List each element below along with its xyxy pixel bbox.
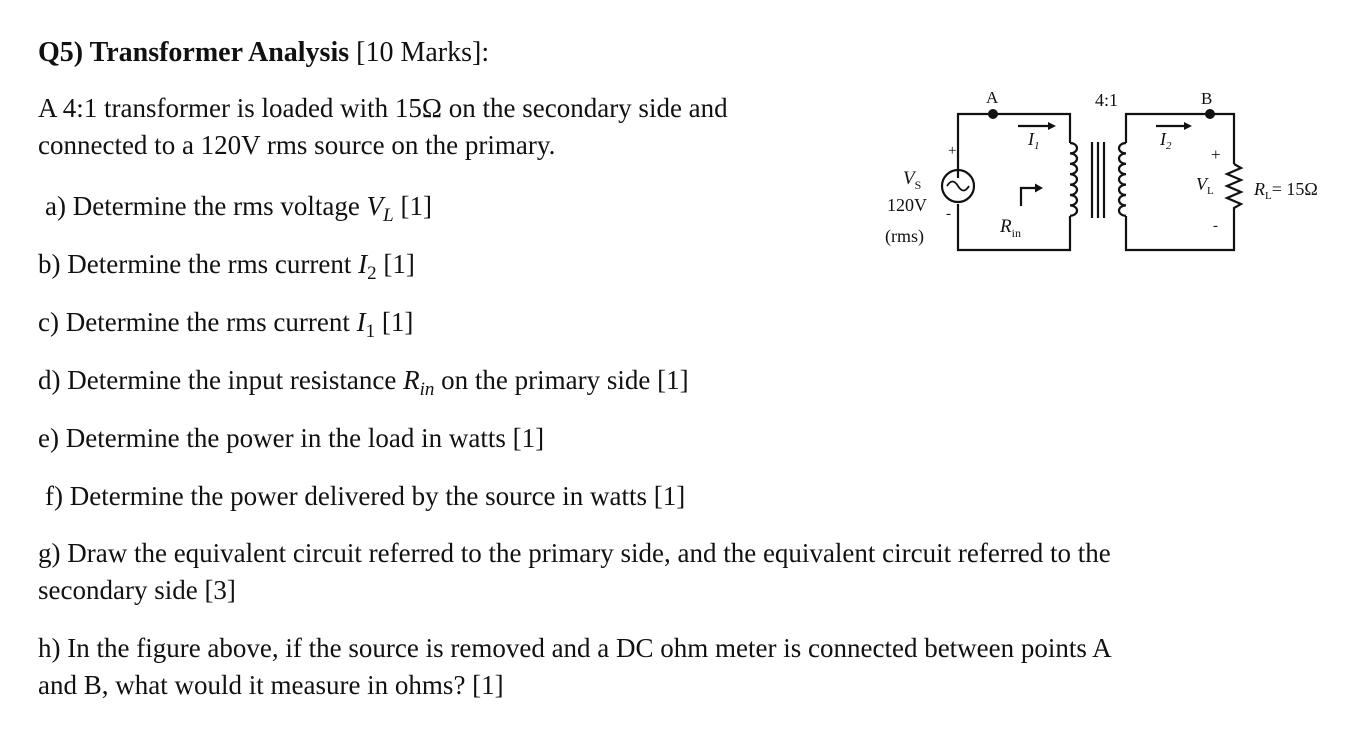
title-heading: Q5) Transformer Analysis	[38, 37, 350, 68]
rin-subscript: in	[1011, 226, 1021, 240]
i1-arrowhead	[1048, 122, 1056, 130]
turns-ratio-label: 4:1	[1095, 90, 1119, 110]
rl-value: = 15Ω	[1271, 179, 1318, 199]
question-c-text: c) Determine the rms current	[38, 307, 357, 337]
question-b-sub: 2	[367, 263, 377, 284]
primary-coil-icon	[1070, 143, 1077, 216]
question-g-line-1: g) Draw the equivalent circuit referred to the primary side, and the equivalent circuit referred to the	[38, 538, 1111, 568]
source-plus: +	[948, 143, 957, 159]
question-b-text: b) Determine the rms current	[38, 249, 359, 279]
i2-label	[1159, 129, 1172, 152]
intro-line-1: A 4:1 transformer is loaded with 15Ω on the secondary side and	[38, 93, 728, 123]
node-b-label: B	[1201, 89, 1213, 108]
question-h-line-1: h) In the figure above, if the source is removed and a DC ohm meter is connected between points A	[38, 633, 1112, 663]
question-h	[38, 630, 1112, 704]
node-b-dot	[1205, 109, 1215, 119]
rin-symbol: R	[1000, 216, 1012, 237]
source-minus: -	[946, 206, 951, 222]
question-h-line-2: and B, what would it measure in ohms? [1]	[38, 670, 504, 700]
node-a-dot	[988, 109, 998, 119]
question-d	[38, 362, 689, 408]
intro-line-2: connected to a 120V rms source on the primary.	[38, 130, 556, 160]
vl-symbol: V	[1196, 174, 1207, 194]
rin-label	[999, 216, 1021, 240]
vl-label	[1196, 174, 1214, 197]
i2-arrowhead	[1184, 122, 1192, 130]
question-b	[38, 246, 415, 292]
question-a-text: a) Determine the rms voltage	[45, 191, 367, 221]
question-d-text: d) Determine the input resistance	[38, 365, 404, 395]
title-marks: [10 Marks]:	[356, 37, 490, 68]
question-g-line-2: secondary side [3]	[38, 575, 236, 605]
rl-symbol: R	[1254, 179, 1265, 199]
question-b-marks: [1]	[376, 249, 415, 279]
question-title	[38, 34, 489, 71]
i1-label	[1027, 129, 1040, 152]
secondary-coil-icon	[1119, 143, 1126, 216]
question-a-var: V	[366, 191, 384, 221]
i2-subscript: 2	[1166, 140, 1172, 152]
i1-subscript: 1	[1034, 140, 1040, 152]
question-c	[38, 304, 413, 350]
question-d-var: R	[403, 365, 420, 395]
primary-wire	[958, 114, 1070, 178]
question-c-var: I	[356, 307, 366, 337]
question-a-marks: [1]	[393, 191, 432, 221]
question-f: f) Determine the power delivered by the source in watts [1]	[45, 481, 686, 511]
rl-subscript: L	[1265, 190, 1272, 202]
question-b-var: I	[358, 249, 368, 279]
source-subscript: S	[914, 178, 922, 192]
rin-arrow	[1021, 188, 1036, 206]
source-value: 120V	[887, 195, 927, 215]
question-c-marks: [1]	[375, 307, 414, 337]
question-c-sub: 1	[365, 321, 376, 342]
question-e: e) Determine the power in the load in watts [1]	[38, 423, 545, 453]
source-label	[903, 168, 921, 192]
vl-subscript: L	[1207, 185, 1214, 197]
rin-arrowhead	[1035, 184, 1043, 193]
load-minus: -	[1213, 218, 1218, 234]
i1-symbol: I	[1028, 129, 1034, 149]
question-a-sub: L	[383, 205, 394, 226]
load-plus: +	[1211, 145, 1221, 164]
i2-symbol: I	[1160, 129, 1166, 149]
node-a-label: A	[986, 88, 999, 107]
problem-statement	[38, 90, 728, 164]
question-g	[38, 535, 1111, 609]
source-rms: (rms)	[885, 226, 924, 246]
load-resistor-icon	[1227, 164, 1241, 212]
ac-source-sine	[947, 182, 969, 191]
question-d-sub: in	[419, 379, 435, 400]
question-a	[45, 188, 432, 234]
transformer-circuit-diagram	[878, 82, 1348, 257]
question-d-marks: on the primary side [1]	[434, 365, 689, 395]
rl-label	[1253, 179, 1318, 202]
source-symbol: V	[903, 168, 915, 189]
